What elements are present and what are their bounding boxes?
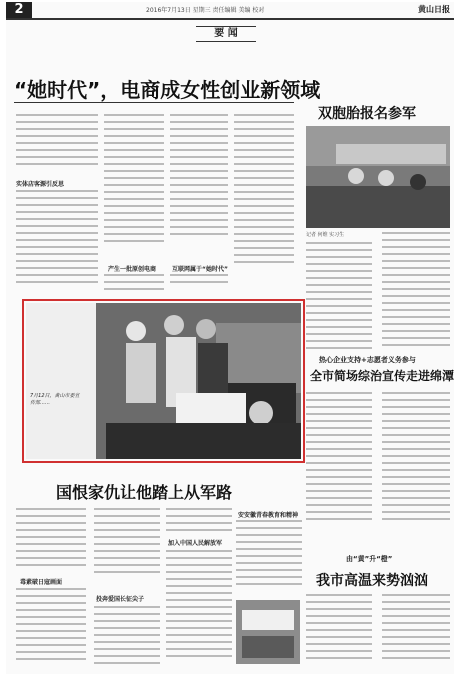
- text-column-3b: [170, 274, 228, 288]
- hometown-text-1b: [16, 588, 86, 665]
- hometown-text-2b: [94, 606, 160, 669]
- support-kicker: 热心企业支持+志愿者义务参与: [319, 356, 416, 364]
- main-headline: “她时代”，电商成女性创业新领域: [14, 78, 321, 102]
- section-label: 要 闻: [196, 26, 256, 42]
- photo-caption: 7月12日，黄山市委宣传部……: [30, 393, 80, 406]
- divider: [14, 102, 294, 103]
- text-column-2: [104, 114, 164, 247]
- subhead-internet: 互联网属于“她时代”: [172, 266, 228, 273]
- hometown-text-1: [16, 508, 86, 571]
- support-text-2: [382, 392, 450, 525]
- twins-photo: [306, 126, 450, 228]
- subhead-shengyi: 产生一批原创电商: [108, 266, 157, 273]
- heat-kicker: 由“黄”升“橙”: [346, 555, 393, 563]
- highlight-box: [22, 299, 305, 463]
- text-column-2b: [104, 274, 164, 295]
- subhead-anshuang: 安安徽青春教育和精神: [238, 512, 299, 519]
- newspaper-page: [6, 2, 454, 674]
- small-photo-art: [236, 600, 300, 664]
- text-column-1b: [16, 190, 98, 288]
- heat-headline: 我市高温来势汹汹: [316, 573, 428, 589]
- subhead-shilian: 实体店客源引反思: [16, 181, 65, 188]
- subhead-shizhang: 毒素破日寇画面: [20, 579, 63, 586]
- text-column-3: [170, 114, 228, 240]
- twins-byline: 记者 何维 实习生: [306, 232, 345, 238]
- hometown-headline: 国恨家仇让他踏上从军路: [56, 483, 233, 502]
- small-photo: [236, 600, 300, 664]
- twins-text-2: [382, 232, 450, 351]
- support-text-1: [306, 392, 372, 525]
- text-column-1: [16, 114, 98, 170]
- masthead-info: 2016年7月13日 星期三 责任编辑 美编 校对: [146, 7, 265, 14]
- text-column-4: [234, 114, 294, 268]
- twins-photo-art: [306, 126, 450, 228]
- subhead-join: 加入中国人民解放军: [168, 540, 223, 547]
- hometown-text-2: [94, 508, 160, 578]
- page-header: [6, 2, 454, 20]
- heat-text-1: [306, 594, 372, 664]
- heat-text-2: [382, 594, 450, 664]
- paper-name: 黄山日报: [418, 4, 450, 14]
- hometown-text-3: [166, 508, 232, 536]
- twins-headline: 双胞胎报名参军: [318, 106, 416, 122]
- hometown-text-4: [236, 520, 302, 590]
- hometown-text-3b: [166, 550, 232, 662]
- page-number: 2: [6, 2, 32, 18]
- subhead-touzhan: 投奔爱国长征尖子: [96, 596, 145, 603]
- comprehensive-headline: 全市简场综治宣传走进绵潭: [310, 369, 455, 383]
- twins-text-1: [306, 242, 372, 354]
